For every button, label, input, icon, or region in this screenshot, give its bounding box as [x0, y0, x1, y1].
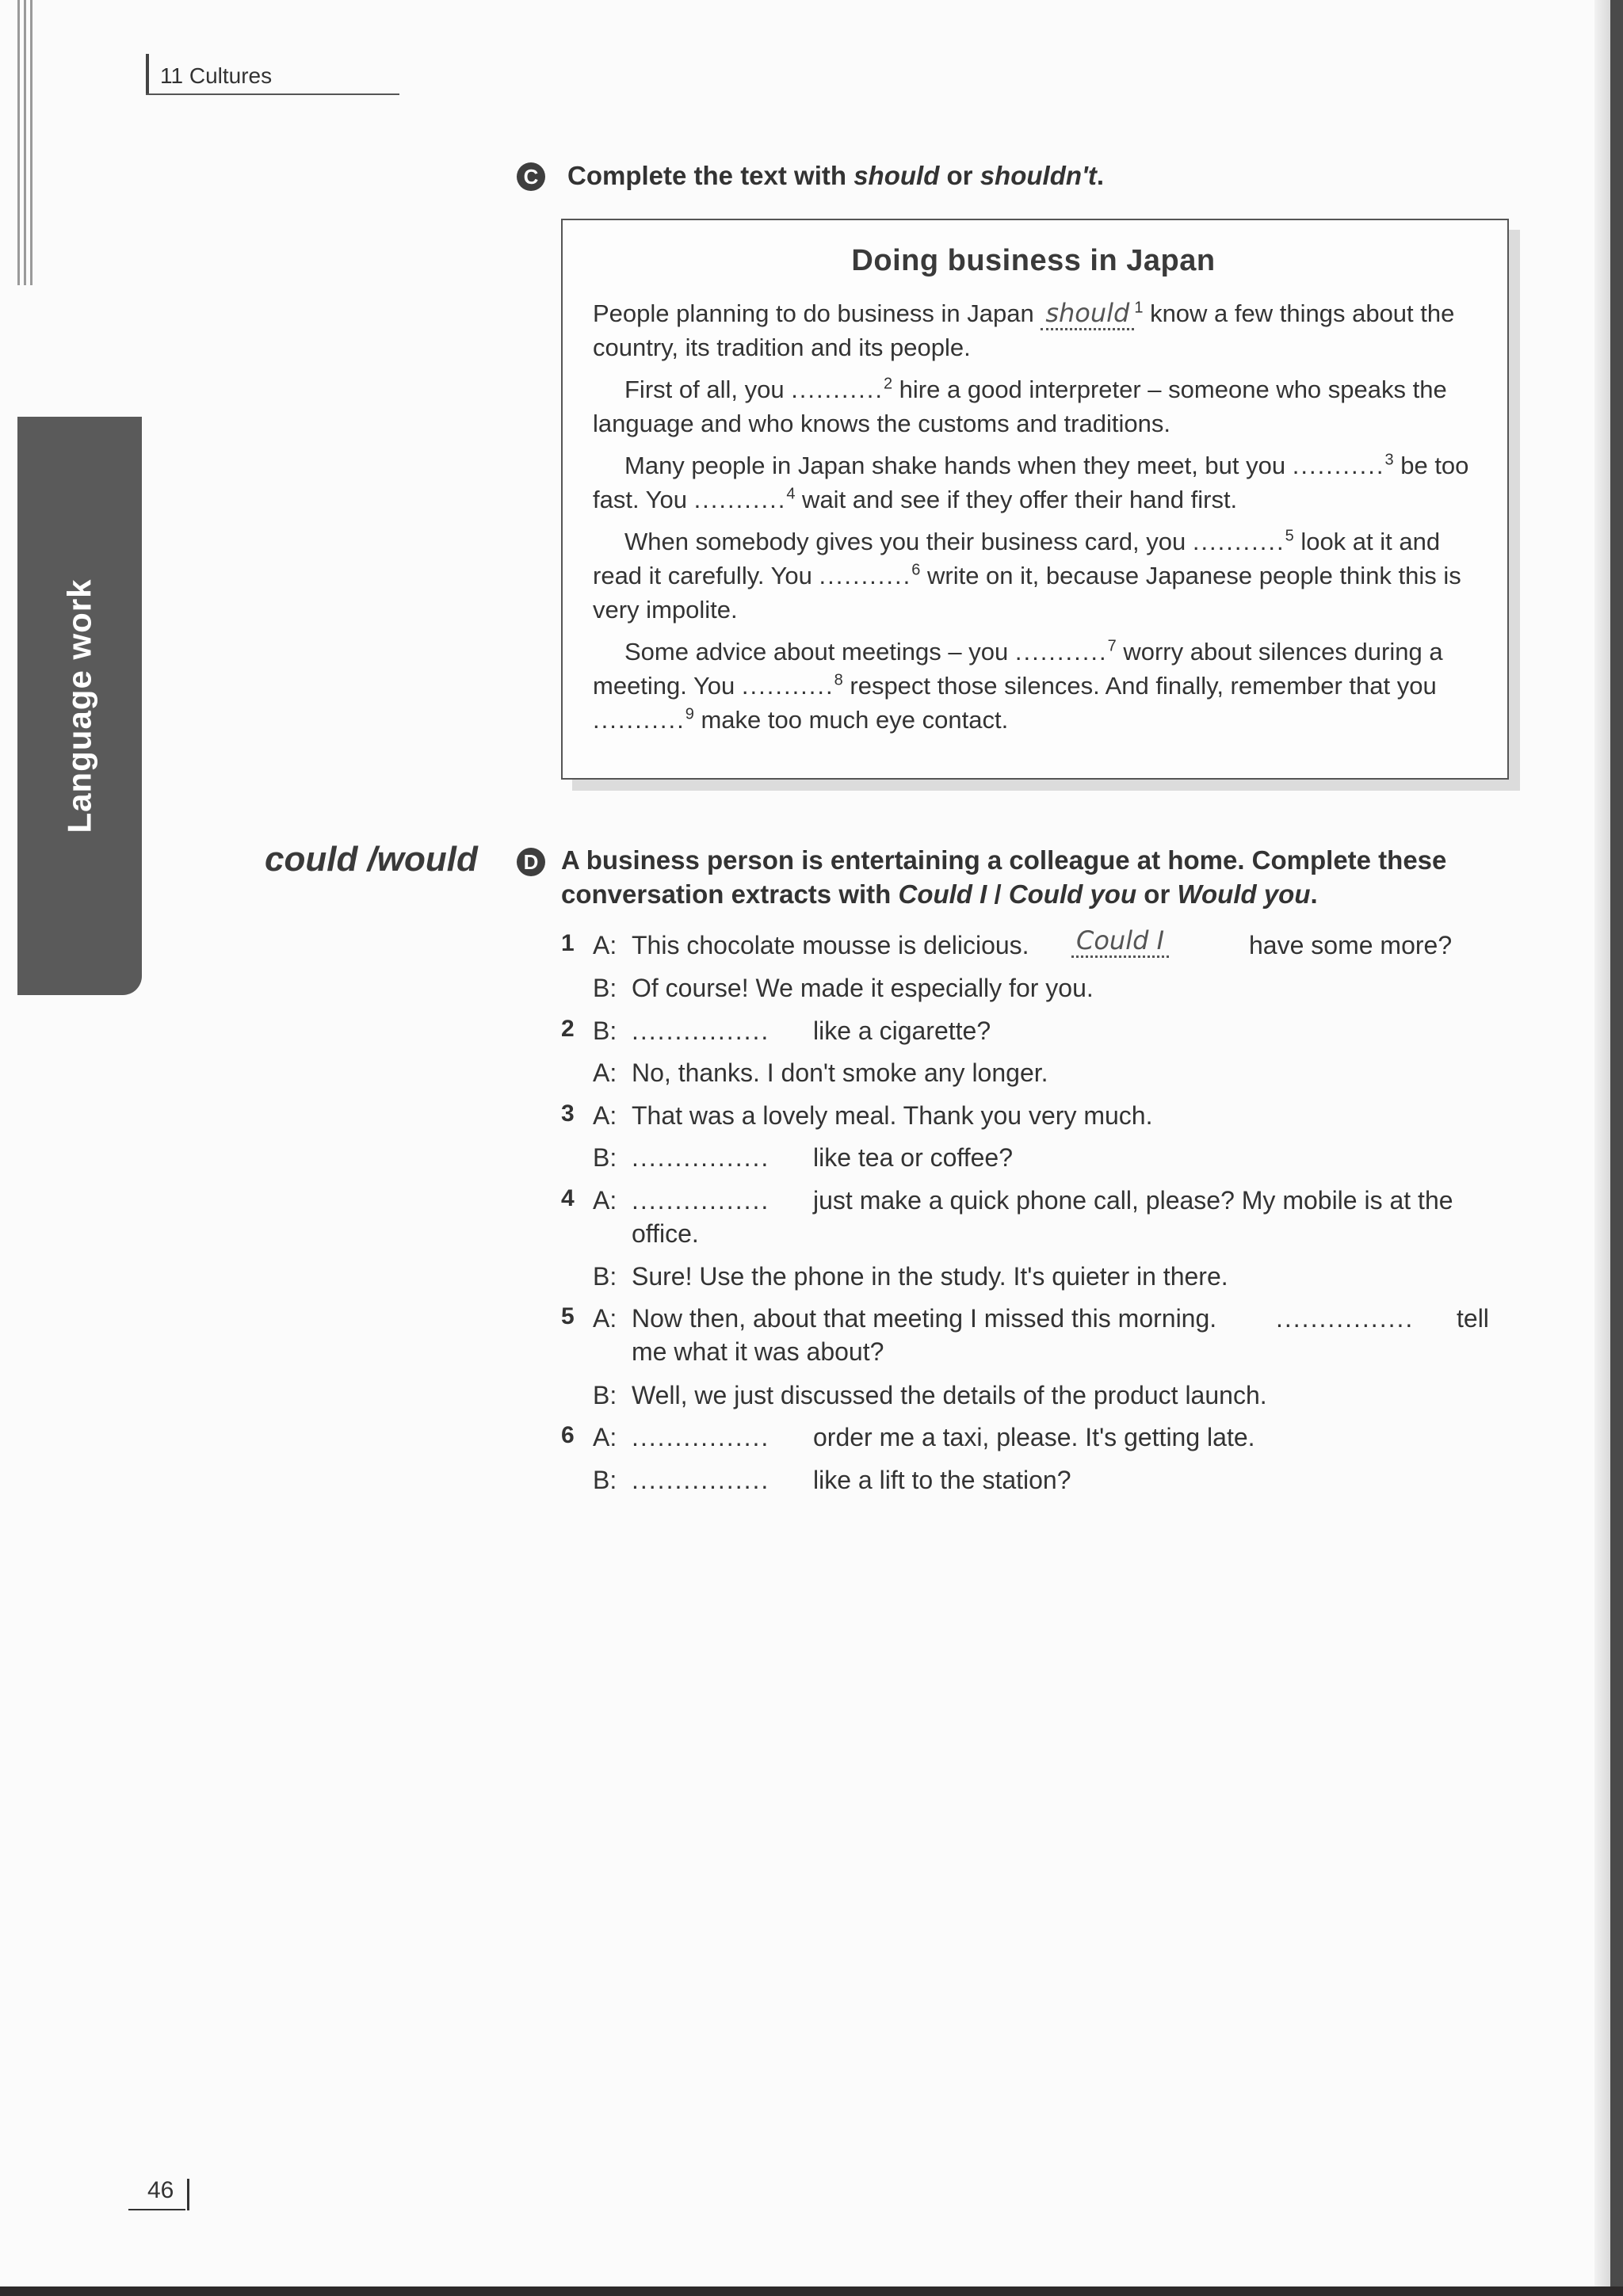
- text: When somebody gives you their business card, you: [624, 528, 1193, 555]
- instruction-word-should: should: [854, 161, 940, 190]
- text: respect those silences. And finally, remember that you: [842, 672, 1437, 700]
- item-number: 6: [561, 1422, 575, 1448]
- blank-6b[interactable]: ................: [632, 1466, 770, 1494]
- margin-title: could /would: [265, 840, 478, 879]
- speaker-label: A:: [593, 1101, 617, 1130]
- box-text: [593, 296, 1480, 745]
- dialogue-line: Sure! Use the phone in the study. It's quieter in there.: [632, 1262, 1228, 1291]
- paragraph-1: [593, 296, 1480, 364]
- text: wait and see if they offer their hand first.: [795, 486, 1238, 513]
- dialogue-line: tell: [1457, 1304, 1489, 1333]
- text: worry about silences during a meeting. You: [593, 638, 1443, 700]
- speaker-label: B:: [593, 1262, 617, 1291]
- instruction-text: .: [1096, 161, 1105, 190]
- item-number: 3: [561, 1100, 575, 1127]
- gap-9[interactable]: ...........: [593, 706, 685, 734]
- instruction-text: conversation extracts with: [561, 879, 899, 909]
- gap-5[interactable]: ...........: [1192, 528, 1285, 555]
- dialogue-line-continued: me what it was about?: [632, 1337, 884, 1366]
- dialogue-line: like a cigarette?: [813, 1016, 991, 1045]
- page-number-rule: [128, 2209, 185, 2210]
- gap-number: 8: [834, 671, 843, 689]
- text: be too fast. You: [593, 452, 1469, 513]
- gap-number: 1: [1134, 299, 1144, 317]
- gap-7[interactable]: ...........: [1014, 638, 1108, 666]
- gap-number: 5: [1285, 527, 1294, 545]
- dialogue-line-continued: office.: [632, 1219, 699, 1248]
- dialogue-line: That was a lovely meal. Thank you very much.: [632, 1101, 1153, 1130]
- instruction-word-shouldnt: shouldn't: [980, 161, 1097, 190]
- header-rule: [146, 93, 399, 95]
- blank-5[interactable]: ................: [1276, 1304, 1415, 1333]
- exercise-c-instruction: [567, 158, 1104, 193]
- binding-edge-lines: [17, 0, 41, 285]
- dialogue-line: order me a taxi, please. It's getting late.: [813, 1423, 1255, 1451]
- speaker-label: B:: [593, 1381, 617, 1409]
- box-title: Doing business in Japan: [851, 244, 1216, 277]
- dialogue-line: No, thanks. I don't smoke any longer.: [632, 1058, 1048, 1087]
- gap-number: 9: [685, 705, 694, 723]
- exercise-d-instruction: [561, 843, 1512, 911]
- dialogue-line: Now then, about that meeting I missed this morning.: [632, 1304, 1217, 1333]
- gap-number: 2: [883, 375, 893, 393]
- dialogue-line: Of course! We made it especially for you.: [632, 974, 1094, 1002]
- text: People planning to do business in Japan: [593, 299, 1041, 327]
- instruction-text: or: [939, 161, 980, 190]
- section-header: 11 Cultures: [160, 63, 273, 88]
- answer-1[interactable]: should: [1041, 298, 1134, 330]
- speaker-label: A:: [593, 1058, 617, 1087]
- text: First of all, you: [624, 376, 792, 403]
- gap-4[interactable]: ...........: [693, 486, 787, 513]
- answer-1[interactable]: [1071, 924, 1169, 957]
- dialogue-line: have some more?: [1249, 931, 1453, 959]
- paragraph-4: [593, 524, 1480, 627]
- speaker-label: B:: [593, 1466, 617, 1494]
- option-would-you: Would you: [1177, 879, 1311, 909]
- page-number: 46: [147, 2177, 174, 2203]
- bottom-edge: [0, 2286, 1623, 2296]
- text: look at it and read it carefully. You: [593, 528, 1441, 589]
- paragraph-3: [593, 448, 1480, 517]
- item-number: 1: [561, 930, 575, 956]
- speaker-label: A:: [593, 1304, 617, 1333]
- speaker-label: A:: [593, 1423, 617, 1451]
- gap-2[interactable]: ...........: [791, 376, 884, 403]
- item-number: 4: [561, 1185, 575, 1211]
- speaker-label: B:: [593, 974, 617, 1002]
- speaker-label: B:: [593, 1143, 617, 1172]
- exercise-c-badge: C: [517, 162, 545, 191]
- text: hire a good interpreter – someone who speaks the language and who knows the customs and traditions.: [593, 376, 1447, 437]
- instruction-line: A business person is entertaining a colleague at home. Complete these: [561, 845, 1447, 875]
- page-edge: [1610, 0, 1623, 2296]
- page-number-bar: [187, 2179, 189, 2210]
- item-number: 2: [561, 1016, 575, 1042]
- side-tab-label-wrap: [17, 417, 142, 995]
- text: Some advice about meetings – you: [624, 638, 1015, 666]
- instruction-text: .: [1310, 879, 1318, 909]
- header-bar: [146, 54, 149, 95]
- dialogue-line: Well, we just discussed the details of the product launch.: [632, 1381, 1267, 1409]
- paragraph-2: [593, 372, 1480, 441]
- instruction-text: or: [1136, 879, 1178, 909]
- paragraph-5: [593, 635, 1480, 737]
- item-number: 5: [561, 1303, 575, 1329]
- text: know a few things about the country, its tradition and its people.: [593, 299, 1455, 361]
- gap-number: 7: [1107, 637, 1117, 655]
- text: make too much eye contact.: [693, 706, 1009, 734]
- dialogue-line: just make a quick phone call, please? My mobile is at the: [813, 1186, 1453, 1215]
- instruction-text: /: [987, 879, 1009, 909]
- gap-8[interactable]: ...........: [741, 672, 834, 700]
- blank-2[interactable]: ................: [632, 1016, 770, 1045]
- speaker-label: A:: [593, 1186, 617, 1215]
- instruction-line: [561, 877, 1512, 911]
- speaker-label: A:: [593, 931, 617, 959]
- blank-3[interactable]: ................: [632, 1143, 770, 1172]
- dialogue-line: like tea or coffee?: [813, 1143, 1014, 1172]
- text: write on it, because Japanese people think this is very impolite.: [593, 562, 1461, 624]
- exercise-d-badge: D: [517, 848, 545, 876]
- dialogue-line: like a lift to the station?: [813, 1466, 1071, 1494]
- text: Many people in Japan shake hands when they meet, but you: [624, 452, 1293, 479]
- side-tab-label: Language work: [60, 578, 98, 833]
- blank-6a[interactable]: ................: [632, 1423, 770, 1451]
- option-could-you: Could you: [1008, 879, 1137, 909]
- option-could-i: Could I: [898, 879, 987, 909]
- gap-3[interactable]: ...........: [1292, 452, 1385, 479]
- page-edge-shadow: [1594, 0, 1610, 2296]
- handwritten-answer: Could I: [1071, 925, 1169, 958]
- gap-6[interactable]: ...........: [819, 562, 912, 589]
- gap-number: 6: [911, 561, 921, 579]
- gap-number: 4: [786, 485, 796, 503]
- instruction-text: Complete the text with: [567, 161, 854, 190]
- gap-number: 3: [1384, 451, 1394, 469]
- dialogue-line: This chocolate mousse is delicious.: [632, 931, 1029, 959]
- speaker-label: B:: [593, 1016, 617, 1045]
- blank-4[interactable]: ................: [632, 1186, 770, 1215]
